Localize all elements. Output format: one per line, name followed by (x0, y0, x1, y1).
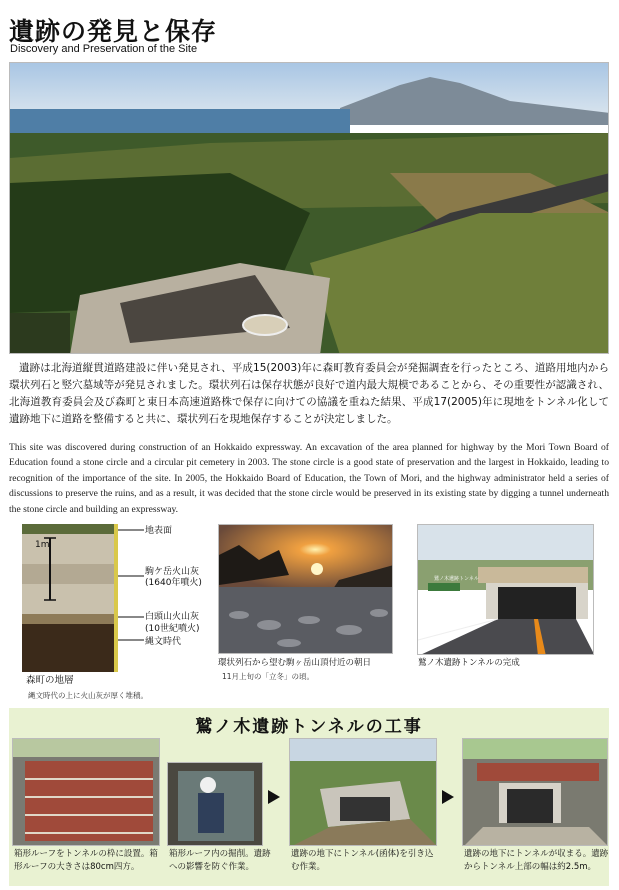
arrow-icon (268, 790, 280, 804)
label-hakutozan-year: (10世紀噴火) (145, 624, 200, 634)
label-jomon: 縄文時代 (145, 637, 182, 647)
construction-photo-2 (167, 762, 263, 846)
sunrise-subcaption: 11月上旬の「立冬」の頃。 (222, 672, 315, 681)
construction-illustration-1 (13, 739, 160, 846)
description-japanese: 遺跡は北海道縦貫道路建設に伴い発見され、平成15(2003)年に森町教育委員会が発掘調査を行ったところ、道路用地内から環状列石と竪穴墓域等が発見されました。環状列石は保存状態が良好で道内最大規模であることから、その重要性が認識され、北海道教育委員会及び森町と東日本高速道路株で保存に向けての協議を重ねた結果、平成17(2005)年に現地をトンネル化して遺跡地下に道路を整備すると共に、環状列石を現地保存することが決定しました。 (9, 362, 609, 425)
construction-step-3-caption: 遺跡の地下にトンネル(函体)を引き込む作業。 (291, 849, 434, 872)
strata-subcaption: 縄文時代の上に火山灰が厚く堆積。 (28, 691, 148, 700)
construction-section (9, 708, 609, 886)
tunnel-photo (417, 524, 594, 655)
arrow-icon (442, 790, 454, 804)
construction-illustration-3 (290, 739, 437, 846)
construction-step-4-caption: 遺跡の地下にトンネルが収まる。遺跡からトンネル上部の幅は約2.5m。 (464, 849, 609, 872)
sunrise-illustration (219, 525, 393, 654)
page-title: 遺跡の発見と保存 (9, 17, 218, 46)
page-subtitle: Discovery and Preservation of the Site (10, 43, 198, 55)
construction-title: 鷲ノ木遺跡トンネルの工事 (195, 717, 423, 737)
strata-leader-lines (118, 524, 146, 644)
construction-illustration-2 (168, 763, 263, 846)
construction-step-1-caption: 箱形ルーフをトンネルの枠に設置。箱形ルーフの大きさは80cm四方。 (14, 849, 158, 872)
label-surface: 地表面 (145, 526, 173, 536)
strata-caption: 森町の地層 (26, 675, 74, 686)
aerial-site-illustration (10, 63, 609, 354)
label-hakutozan: 白頭山火山灰 (145, 612, 200, 622)
construction-photo-1 (12, 738, 160, 846)
label-komagatake-year: (1640年噴火) (145, 578, 202, 588)
description-english: This site was discovered during construction of an Hokkaido expressway. An excavation of the area planned for highway by the Mori Town Board of Education found a stone circle and a circular pit cemetery in 2003. The stone circle is a good state of preservation and the largest in Hokkaido, leading to recognition of the importance of the site. In 2005, the Hokkaido Board of Education, the Town of Mori, and the highway administrator held a series of discussions to preserve the ruins, and as a result, it was decided that the stone circle would be preserved in its existing state by digging a tunnel underneath the stone circle and building an expressway. (9, 442, 609, 515)
construction-illustration-4 (463, 739, 608, 846)
scale-label: 1m (35, 540, 50, 550)
tunnel-illustration (418, 525, 594, 655)
sunrise-photo (218, 524, 393, 654)
tunnel-sign: 鷲ノ木遺跡トンネル (434, 576, 479, 582)
construction-photo-4 (462, 738, 608, 846)
tunnel-caption: 鷲ノ木遺跡トンネルの完成 (418, 658, 520, 668)
construction-photo-3 (289, 738, 437, 846)
construction-step-2-caption: 箱形ルーフ内の掘削。遺跡への影響を防ぐ作業。 (169, 849, 271, 872)
aerial-site-photo (9, 62, 609, 354)
label-komagatake: 駒ケ岳火山灰 (145, 567, 200, 577)
sunrise-caption: 環状列石から望む駒ヶ岳山頂付近の朝日 (218, 658, 372, 668)
